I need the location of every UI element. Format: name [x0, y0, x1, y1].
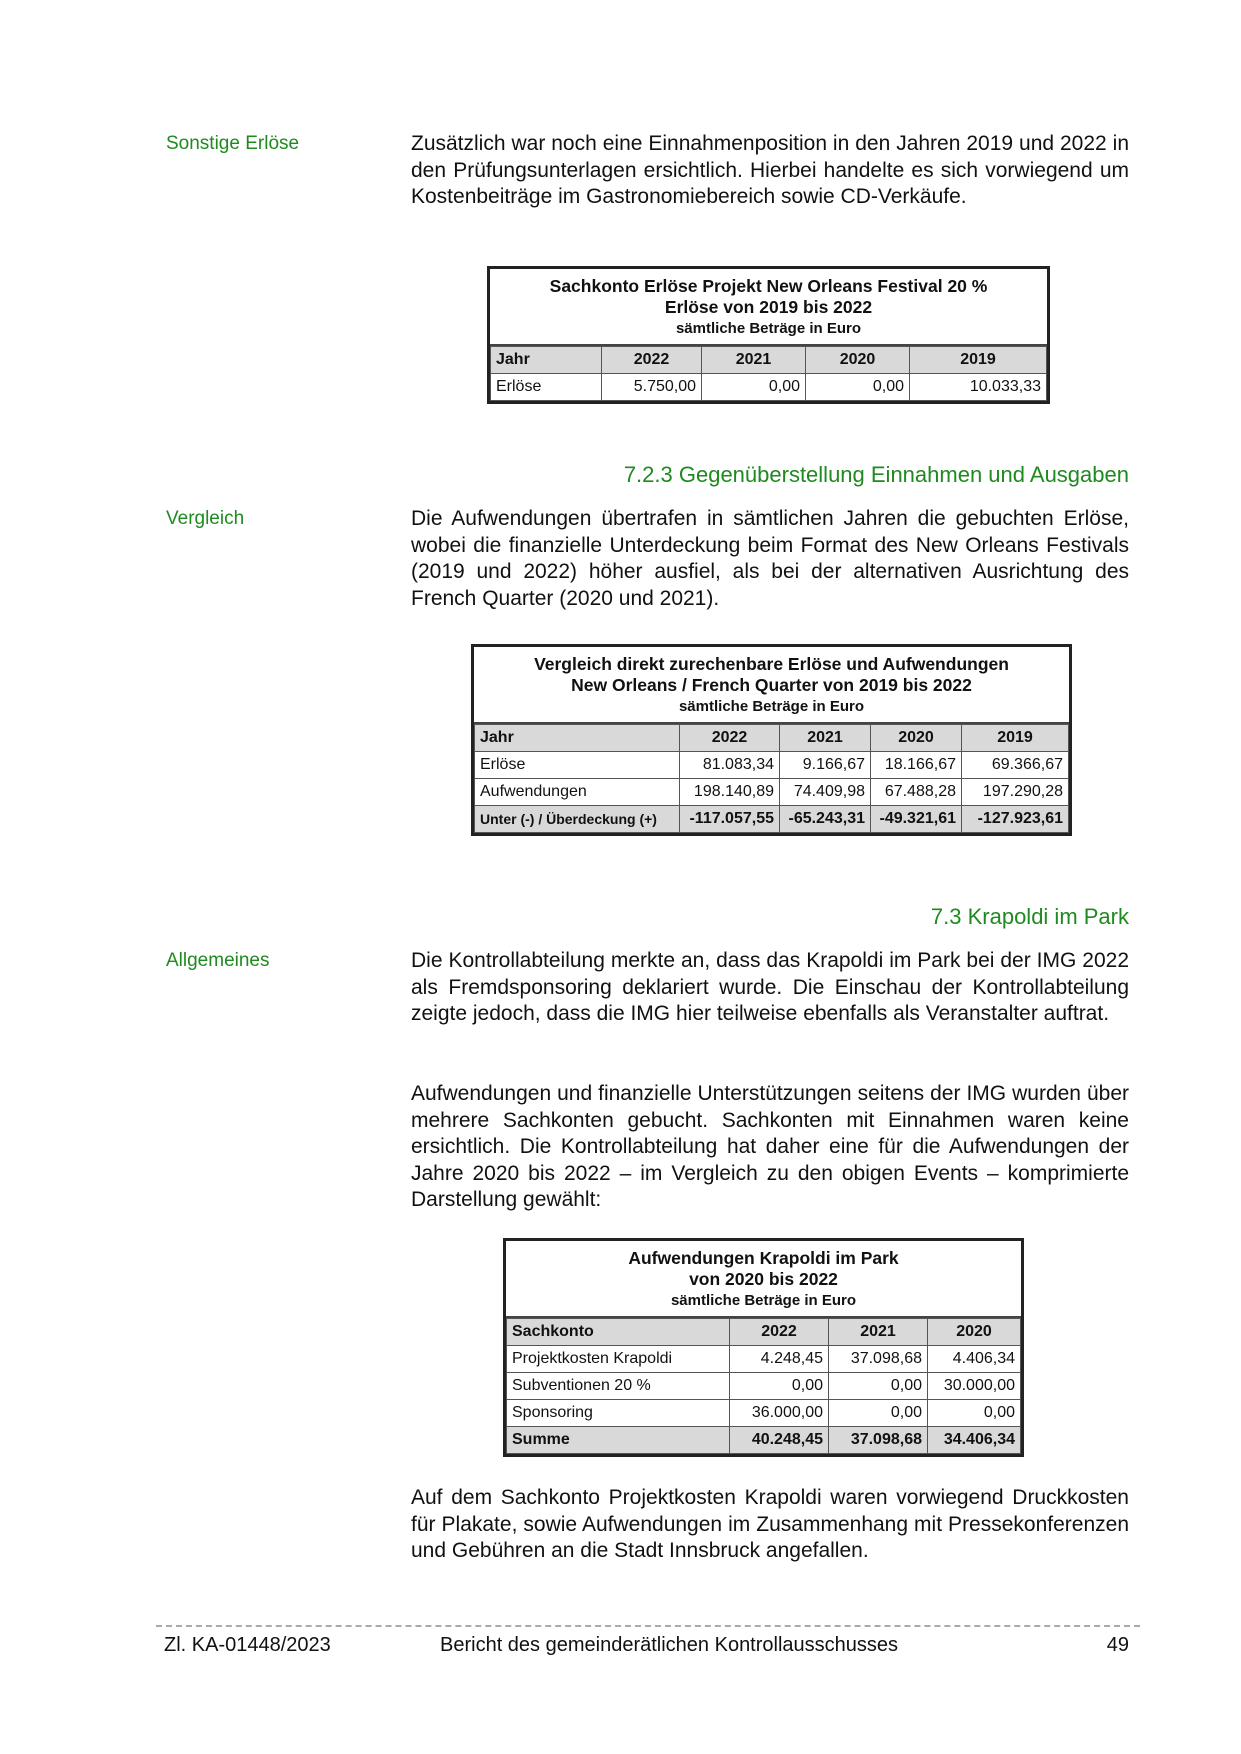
table-cell: 37.098,68: [829, 1346, 928, 1373]
table-erloese-new-orleans: [487, 266, 1050, 404]
table-header-row: [491, 347, 1047, 374]
table-body: [474, 724, 1069, 833]
row-label: Projektkosten Krapoldi: [507, 1346, 730, 1373]
table-subtitle: New Orleans / French Quarter von 2019 bis 2022: [571, 675, 972, 695]
table-cell: 30.000,00: [928, 1373, 1021, 1400]
table-sum-row: [507, 1427, 1021, 1454]
column-header: Jahr: [491, 347, 602, 374]
table-row: [475, 752, 1069, 779]
table-header-block: [506, 1241, 1021, 1318]
row-label: Sponsoring: [507, 1400, 730, 1427]
table-cell: -49.321,61: [871, 806, 962, 833]
table-cell: 69.366,67: [962, 752, 1069, 779]
table-subtitle: Erlöse von 2019 bis 2022: [664, 297, 873, 317]
column-header: 2020: [806, 347, 910, 374]
paragraph-allgemeines-2: Aufwendungen und finanzielle Unterstützungen seitens der IMG wurden über mehrere Sachkonten gebucht. Sachkonten mit Einnahmen waren keine ersichtlich. Die Kontrollabteilung hat daher eine für die Aufwendungen der Jahre 2020 bis 2022 – im Vergleich zu den obigen Events – komprimierte Darstellung gewählt:: [411, 1082, 1129, 1211]
table-title: Vergleich direkt zurechenbare Erlöse und Aufwendungen: [534, 654, 1009, 674]
column-header: 2019: [962, 725, 1069, 752]
side-label-allgemeines: Allgemeines: [166, 950, 270, 971]
row-label: Aufwendungen: [475, 779, 680, 806]
table-cell: 0,00: [806, 374, 910, 401]
column-header: 2021: [829, 1319, 928, 1346]
paragraph-vergleich: Die Aufwendungen übertrafen in sämtlichen Jahren die gebuchten Erlöse, wobei die finanzielle Unterdeckung beim Format des New Orleans Festivals (2019 und 2022) höher ausfiel, als bei der alternativen Ausrichtung des French Quarter (2020 und 2021).: [411, 507, 1129, 610]
table-header-block: [490, 269, 1047, 346]
table-body: [506, 1318, 1021, 1454]
table-cell: -127.923,61: [962, 806, 1069, 833]
table-unit-note: sämtliche Beträge in Euro: [678, 698, 865, 715]
table-subtitle: von 2020 bis 2022: [689, 1269, 838, 1289]
side-label-vergleich: Vergleich: [166, 508, 245, 529]
table-cell: 4.406,34: [928, 1346, 1021, 1373]
table-cell: 34.406,34: [928, 1427, 1021, 1454]
table-cell: 81.083,34: [680, 752, 780, 779]
table-row: [507, 1373, 1021, 1400]
column-header: 2019: [910, 347, 1047, 374]
table-cell: 0,00: [928, 1400, 1021, 1427]
paragraph-allgemeines-1: Die Kontrollabteilung merkte an, dass das Krapoldi im Park bei der IMG 2022 als Fremdsponsoring deklariert wurde. Die Einschau der Kontrollabteilung zeigte jedoch, dass die IMG hier teilweise ebenfalls als Veranstalter auftrat.: [411, 949, 1129, 1025]
table-sum-row: [475, 806, 1069, 833]
table-cell: 198.140,89: [680, 779, 780, 806]
column-header: 2021: [702, 347, 806, 374]
table-cell: 4.248,45: [730, 1346, 829, 1373]
table-aufwendungen-krapoldi: [503, 1238, 1024, 1457]
footer-page-number: 49: [1106, 1634, 1129, 1656]
column-header: 2022: [602, 347, 702, 374]
table-cell: 37.098,68: [829, 1427, 928, 1454]
row-label: Erlöse: [491, 374, 602, 401]
table-cell: -117.057,55: [680, 806, 780, 833]
table-unit-note: sämtliche Beträge in Euro: [670, 1292, 857, 1309]
side-label-sonstige-erloese: Sonstige Erlöse: [166, 133, 300, 154]
table-cell: 0,00: [702, 374, 806, 401]
table-cell: 18.166,67: [871, 752, 962, 779]
footer-divider: [156, 1625, 1140, 1627]
table-cell: 0,00: [829, 1373, 928, 1400]
paragraph-sonstige-erloese: Zusätzlich war noch eine Einnahmenposition in den Jahren 2019 und 2022 in den Prüfungsunterlagen ersichtlich. Hierbei handelte es sich vorwiegend um Kostenbeiträge im Gastronomiebereich sowie CD-Verkäufe.: [411, 132, 1129, 208]
table-header-row: [507, 1319, 1021, 1346]
table-cell: 9.166,67: [780, 752, 871, 779]
section-heading-7-2-3: 7.2.3 Gegenüberstellung Einnahmen und Ausgaben: [623, 462, 1129, 487]
footer-file-number: Zl. KA-01448/2023: [164, 1634, 331, 1656]
footer-report-title: Bericht des gemeinderätlichen Kontrollausschusses: [440, 1634, 899, 1656]
table-cell: 40.248,45: [730, 1427, 829, 1454]
row-label: Erlöse: [475, 752, 680, 779]
table-row: [491, 374, 1047, 401]
table-cell: 67.488,28: [871, 779, 962, 806]
table-vergleich-erloese-aufwendungen: [471, 644, 1072, 836]
table-row: [507, 1400, 1021, 1427]
paragraph-allgemeines-3: Auf dem Sachkonto Projektkosten Krapoldi waren vorwiegend Druckkosten für Plakate, sowie Aufwendungen im Zusammenhang mit Pressekonferenzen und Gebühren an die Stadt Innsbruck angefallen.: [411, 1486, 1129, 1562]
table-body: [490, 346, 1047, 401]
table-cell: 0,00: [829, 1400, 928, 1427]
table-cell: 0,00: [730, 1373, 829, 1400]
table-cell: 197.290,28: [962, 779, 1069, 806]
table-cell: 10.033,33: [910, 374, 1047, 401]
row-label: Unter (-) / Überdeckung (+): [475, 806, 680, 833]
table-header-row: [475, 725, 1069, 752]
table-cell: 36.000,00: [730, 1400, 829, 1427]
column-header: 2022: [730, 1319, 829, 1346]
column-header: 2021: [780, 725, 871, 752]
table-row: [507, 1346, 1021, 1373]
table-header-block: [474, 647, 1069, 724]
table-cell: 74.409,98: [780, 779, 871, 806]
table-unit-note: sämtliche Beträge in Euro: [675, 320, 862, 337]
table-row: [475, 779, 1069, 806]
section-heading-7-3: 7.3 Krapoldi im Park: [930, 904, 1129, 929]
row-label: Summe: [507, 1427, 730, 1454]
table-cell: -65.243,31: [780, 806, 871, 833]
column-header: Jahr: [475, 725, 680, 752]
column-header: 2020: [928, 1319, 1021, 1346]
column-header: Sachkonto: [507, 1319, 730, 1346]
table-title: Aufwendungen Krapoldi im Park: [628, 1248, 899, 1268]
row-label: Subventionen 20 %: [507, 1373, 730, 1400]
column-header: 2022: [680, 725, 780, 752]
table-cell: 5.750,00: [602, 374, 702, 401]
column-header: 2020: [871, 725, 962, 752]
table-title: Sachkonto Erlöse Projekt New Orleans Festival 20 %: [549, 276, 988, 296]
